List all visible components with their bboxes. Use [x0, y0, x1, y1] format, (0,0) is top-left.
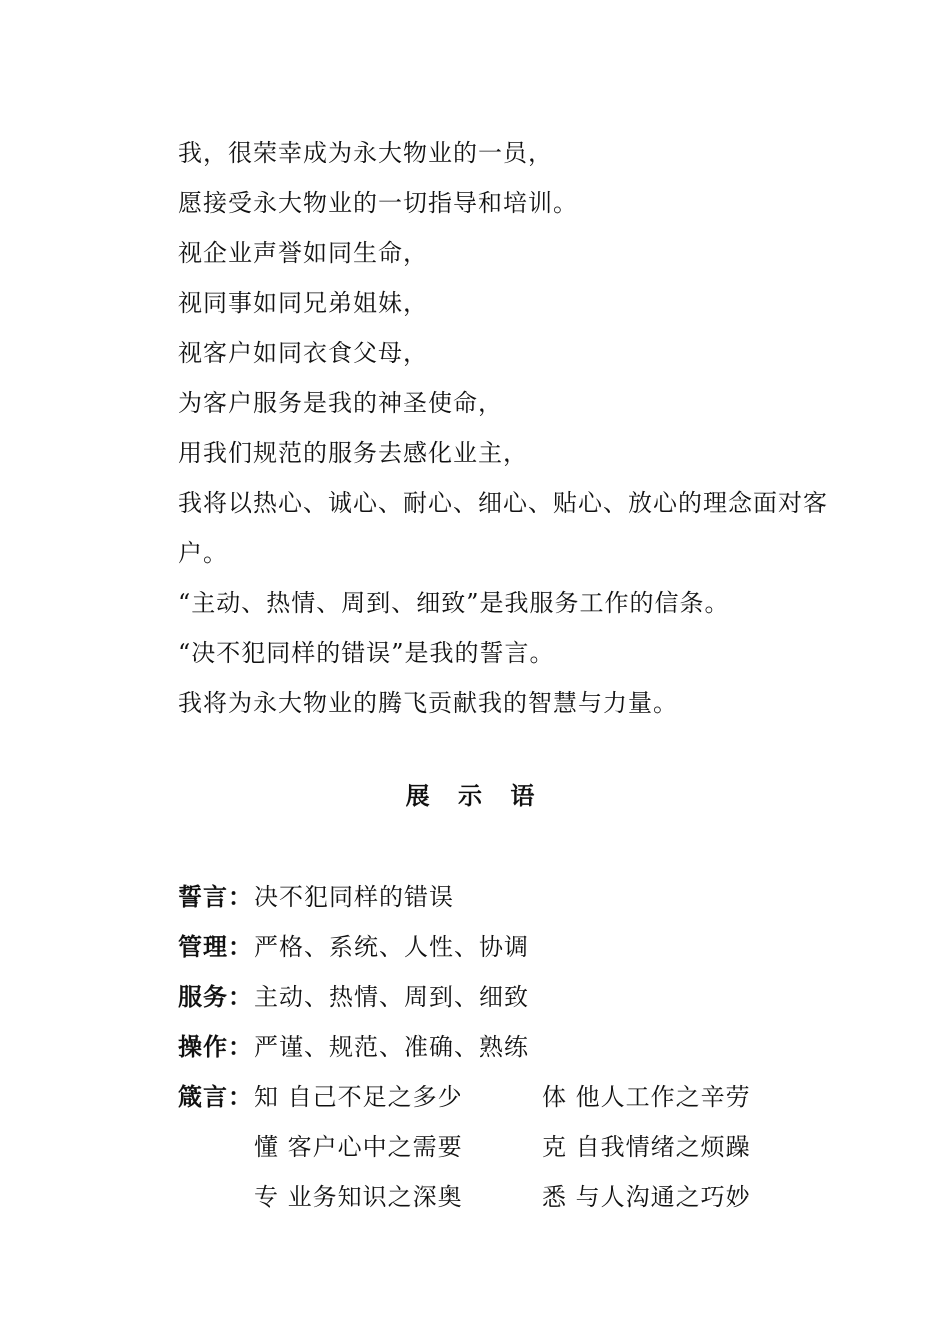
- motto-label: 箴言：: [178, 1082, 253, 1111]
- motto-item: 悉 与人沟通之巧妙: [542, 1183, 751, 1211]
- slogan-label: 服务：: [178, 982, 253, 1011]
- slogan-row-operation: [178, 1022, 838, 1072]
- pledge-line: “主动、热情、周到、细致”是我服务工作的信条。: [178, 589, 730, 617]
- slogan-text: 主动、热情、周到、细致: [254, 983, 529, 1011]
- slogan-row-service: [178, 972, 838, 1022]
- slogan-label: 操作：: [178, 1032, 253, 1061]
- motto-row: [254, 1072, 751, 1122]
- slogan-row-management: [178, 922, 838, 972]
- motto-item: 知 自己不足之多少: [254, 1083, 463, 1111]
- slogan-list: [178, 872, 838, 1222]
- slogan-text: 决不犯同样的错误: [254, 883, 454, 911]
- motto-grid: [254, 1072, 751, 1222]
- pledge-line: 视客户如同衣食父母，: [178, 339, 428, 367]
- motto-item: 体 他人工作之辛劳: [542, 1083, 751, 1111]
- section-title: 展 示 语: [405, 781, 545, 810]
- motto-row: [254, 1172, 751, 1222]
- pledge-line: 我将以热心、诚心、耐心、细心、贴心、放心的理念面对客: [178, 489, 828, 517]
- pledge-line: 愿接受永大物业的一切指导和培训。: [178, 189, 578, 217]
- pledge-line: 户。: [178, 539, 228, 567]
- pledge-line: 用我们规范的服务去感化业主，: [178, 439, 528, 467]
- pledge-line: 为客户服务是我的神圣使命，: [178, 389, 503, 417]
- pledge-line: 我将为永大物业的腾飞贡献我的智慧与力量。: [178, 689, 678, 717]
- pledge-text: [178, 128, 828, 728]
- motto-item: 克 自我情绪之烦躁: [542, 1133, 751, 1161]
- motto-row: [254, 1122, 751, 1172]
- slogan-text: 严格、系统、人性、协调: [254, 933, 529, 961]
- motto-block: [178, 1072, 838, 1222]
- pledge-line: 视企业声誉如同生命，: [178, 239, 428, 267]
- slogan-text: 严谨、规范、准确、熟练: [254, 1033, 529, 1061]
- pledge-line: 我，很荣幸成为永大物业的一员，: [178, 139, 553, 167]
- pledge-line: 视同事如同兄弟姐妹，: [178, 289, 428, 317]
- motto-item: 懂 客户心中之需要: [254, 1133, 463, 1161]
- slogan-label: 誓言：: [178, 882, 253, 911]
- slogan-row-oath: [178, 872, 838, 922]
- motto-item: 专 业务知识之深奥: [254, 1183, 463, 1211]
- pledge-line: “决不犯同样的错误”是我的誓言。: [178, 639, 555, 667]
- slogan-label: 管理：: [178, 932, 253, 961]
